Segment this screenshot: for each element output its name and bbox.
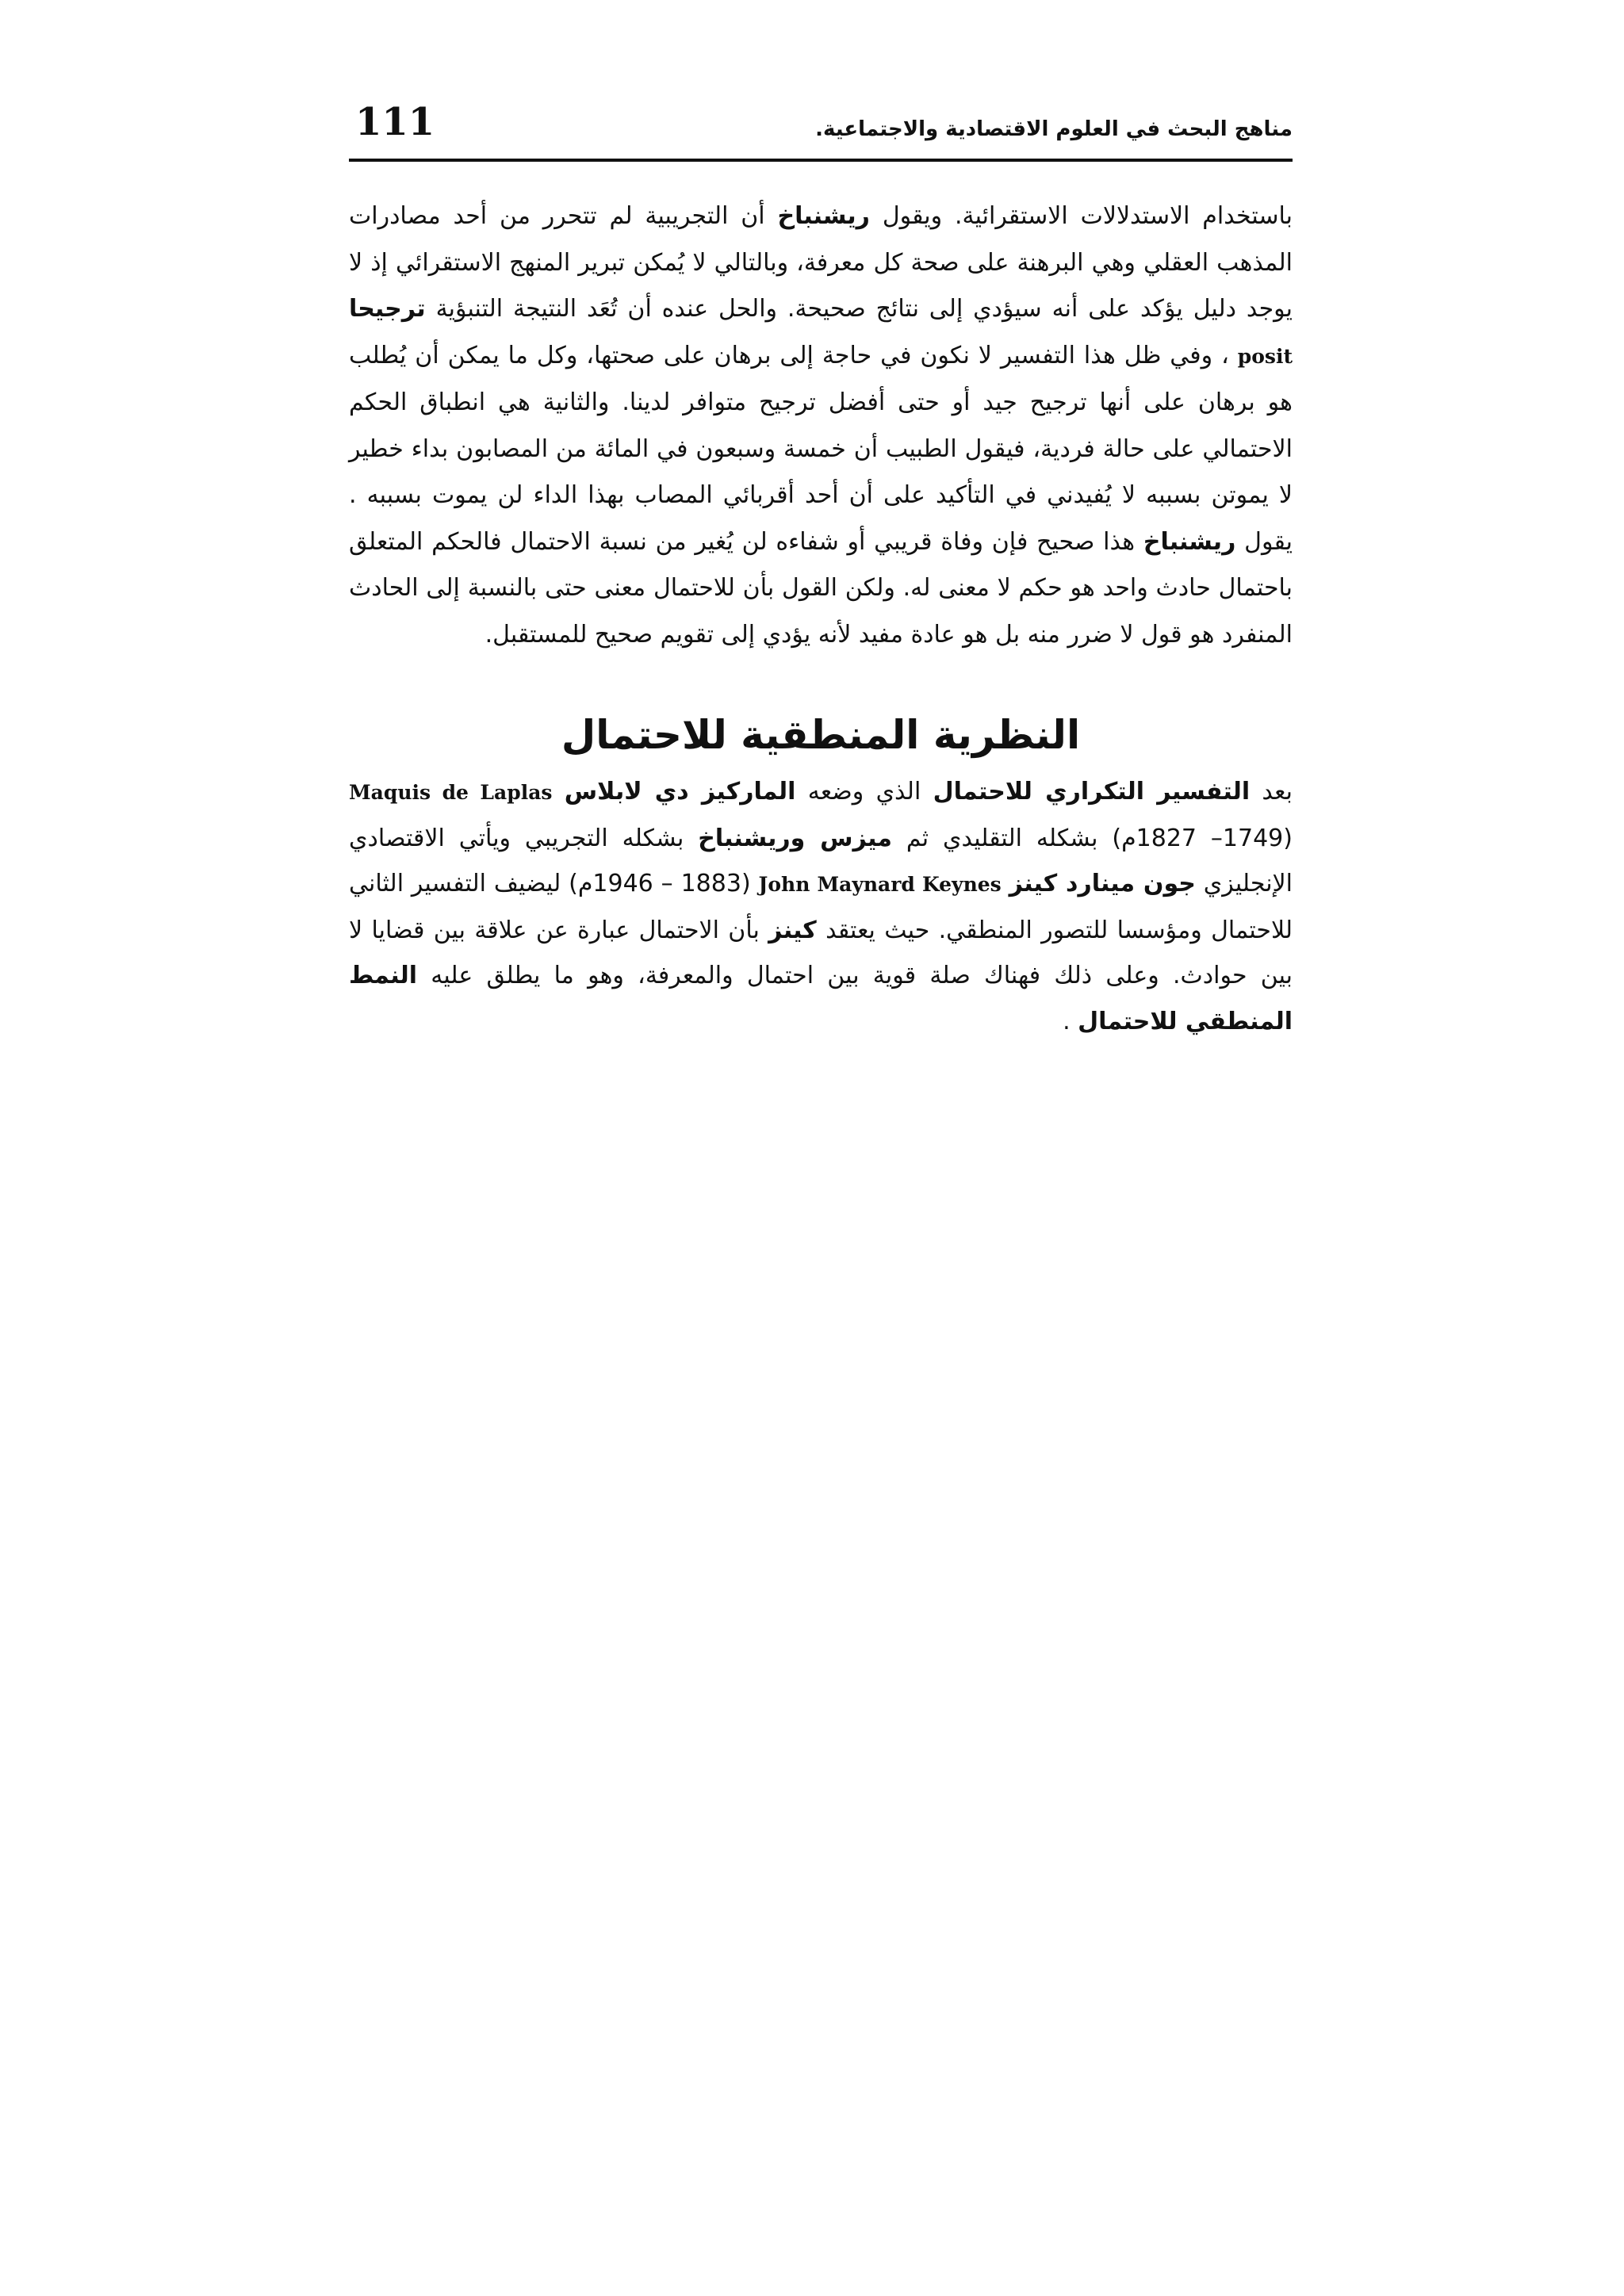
- text-run: (1883 – 1946م) ليضيف التفسير الثاني للاحتمال ومؤسسا للتصور المنطقي. حيث يعتقد: [349, 870, 1293, 944]
- term-posit-arabic: ترجيحا: [349, 295, 426, 323]
- term-posit-latin: posit: [1237, 344, 1293, 368]
- term-frequency-interpretation: التفسير التكراري للاحتمال: [933, 778, 1251, 806]
- text-run: باستخدام الاستدلالات الاستقرائية. ويقول: [869, 202, 1293, 230]
- author-name-laplace: الماركيز دي لابلاس: [564, 778, 796, 806]
- author-name-reichenbach: ريشنباخ: [1143, 527, 1236, 556]
- text-run: أن التجريبية لم تتحرر من أحد مصادرات المذهب العقلي وهي البرهنة على صحة كل معرفة، وبالتالي لا يُمكن تبرير المنهج الاستقرائي إذ لا يوجد دليل يؤكد على أنه سيؤدي إلى نتائج صحيحة. والحل عنده أن تُعَد النتيجة التنبؤية: [349, 202, 1293, 323]
- text-run: الذي وضعه: [795, 778, 933, 806]
- text-run: بشكله التجريبي ويأتي الاقتصادي الإنجليزي: [349, 824, 1293, 897]
- section-paragraph: [349, 769, 1293, 1044]
- text-run: (1749– 1827م) بشكله التقليدي ثم: [891, 824, 1293, 852]
- text-run: بأن الاحتمال عبارة عن علاقة بين قضايا لا بين حوادث. وعلى ذلك فهناك صلة قوية بين احتمال والمعرفة، وهو ما يطلق عليه: [349, 916, 1293, 989]
- paragraph-1: [349, 193, 1293, 658]
- author-name-keynes: جون مينارد كينز: [1009, 870, 1196, 897]
- paragraph-2: [349, 769, 1293, 1044]
- author-name-keynes-short: كينز: [768, 916, 817, 944]
- author-name-reichenbach: ريشنباخ: [777, 202, 870, 230]
- section-heading: النظرية المنطقية للاحتمال: [561, 712, 1081, 758]
- text-run: بعد: [1250, 778, 1293, 806]
- author-names-mises-reichenbach: ميزس وريشنباخ: [698, 824, 892, 852]
- text-run: .: [1063, 1007, 1078, 1035]
- author-name-laplace-latin: Maquis de Laplas: [349, 781, 553, 804]
- text-run: هذا صحيح فإن وفاة قريبي أو شفاءه لن يُغير من نسبة الاحتمال فالحكم المتعلق باحتمال حادث واحد هو حكم لا معنى له. ولكن القول بأن للاحتمال معنى حتى بالنسبة إلى الحادث المنفرد هو قول لا ضرر منه بل هو عادة مفيد لأنه يؤدي إلى تقويم صحيح للمستقبل.: [349, 527, 1293, 649]
- page-header: [349, 95, 1293, 162]
- page-number: 111: [355, 100, 435, 144]
- running-title: مناهج البحث في العلوم الاقتصادية والاجتماعية.: [815, 117, 1293, 141]
- body-paragraph: [349, 193, 1293, 658]
- text-run: ، وفي ظل هذا التفسير لا نكون في حاجة إلى برهان على صحتها، وكل ما يمكن أن يُطلب هو برهان على أنها ترجيح جيد أو حتى أفضل ترجيح متوافر لدينا. والثانية هي انطباق الحكم الاحتمالي على حالة فردية، فيقول الطبيب أن خمسة وسبعون في المائة من المصابون بداء خطير لا يموتن بسببه لا يُفيدني في التأكيد على أن أحد أقربائي المصاب بهذا الداء لن يموت بسببه . يقول: [349, 341, 1293, 556]
- term-logical-pattern: النمط المنطقي للاحتمال: [349, 962, 1293, 1035]
- author-name-keynes-latin: John Maynard Keynes: [758, 873, 1002, 896]
- book-page: [349, 95, 1293, 2236]
